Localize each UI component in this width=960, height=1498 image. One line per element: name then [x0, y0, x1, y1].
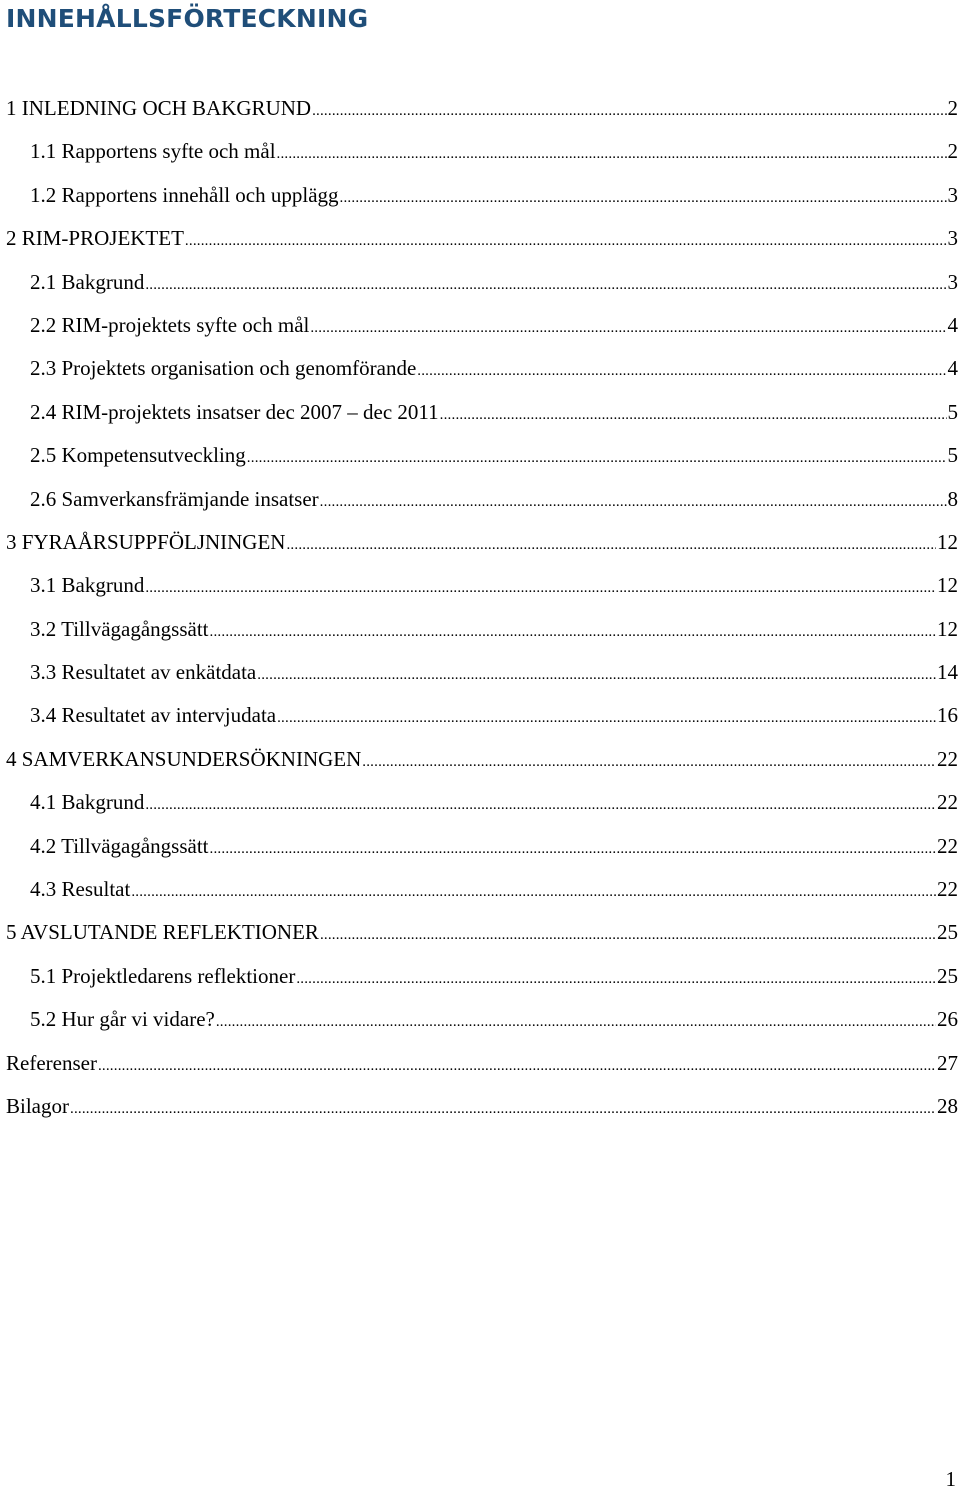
- dot-leader: [145, 567, 936, 610]
- toc-entry-page: 5: [947, 443, 958, 468]
- dot-leader: [312, 90, 946, 133]
- dot-leader: [145, 264, 946, 307]
- dot-leader: [440, 394, 947, 437]
- toc-entry-page: 3: [947, 182, 958, 207]
- dot-leader: [362, 741, 936, 784]
- dot-leader: [216, 1001, 936, 1044]
- toc-entry-label: 5.1 Projektledarens reflektioner: [30, 963, 296, 988]
- toc-entry-label: 2.5 Kompetensutveckling: [30, 443, 246, 468]
- toc-entry-label: 5.2 Hur går vi vidare?: [30, 1007, 215, 1032]
- toc-entry-label: 3.4 Resultatet av intervjudata: [30, 703, 277, 728]
- toc-entry-page: 22: [937, 833, 958, 858]
- toc-entry[interactable]: [0, 217, 960, 260]
- toc-entry-label: 4.1 Bakgrund: [30, 790, 145, 815]
- toc-entry-label: 5 AVSLUTANDE REFLEKTIONER: [6, 920, 319, 945]
- toc-entry-label: 4.2 Tillvägagångssätt: [30, 833, 209, 858]
- toc-entry-page: 12: [937, 573, 958, 598]
- toc-entry-label: 2.2 RIM-projektets syfte och mål: [30, 312, 310, 337]
- dot-leader: [340, 177, 947, 220]
- toc-entry-page: 16: [937, 703, 958, 728]
- toc-entry-label: 2.6 Samverkansfrämjande insatser: [30, 486, 319, 511]
- toc-title: INNEHÅLLSFÖRTECKNING: [6, 4, 369, 33]
- toc-entry[interactable]: [0, 738, 960, 781]
- toc-entry[interactable]: [0, 1042, 960, 1085]
- toc-entry[interactable]: [0, 347, 960, 390]
- toc-entry[interactable]: [0, 825, 960, 868]
- dot-leader: [210, 611, 936, 654]
- toc-entry-page: 25: [937, 920, 958, 945]
- toc-entry[interactable]: [0, 391, 960, 434]
- toc-entry-label: Bilagor: [6, 1093, 69, 1118]
- dot-leader: [296, 958, 936, 1001]
- toc-entry[interactable]: [0, 174, 960, 217]
- dot-leader: [257, 654, 936, 697]
- toc-entry[interactable]: [0, 261, 960, 304]
- toc-entry-page: 22: [937, 790, 958, 815]
- toc-entry-page: 27: [937, 1050, 958, 1075]
- dot-leader: [131, 871, 936, 914]
- toc-entry-label: 4.3 Resultat: [30, 877, 131, 902]
- toc-entry[interactable]: [0, 608, 960, 651]
- toc-entry[interactable]: [0, 434, 960, 477]
- toc-entry-page: 2: [947, 96, 958, 120]
- toc-entry-page: 14: [937, 660, 958, 685]
- toc-entry-page: 4: [947, 356, 958, 381]
- toc-entry[interactable]: [0, 998, 960, 1041]
- toc-entry[interactable]: [0, 868, 960, 911]
- dot-leader: [98, 1045, 936, 1088]
- toc-entry-label: 2.4 RIM-projektets insatser dec 2007 – dec 2011: [30, 399, 439, 424]
- dot-leader: [185, 220, 947, 263]
- toc-entry[interactable]: [0, 130, 960, 173]
- toc-entry[interactable]: [0, 564, 960, 607]
- toc-entry[interactable]: [0, 955, 960, 998]
- page-number: 1: [945, 1467, 956, 1491]
- dot-leader: [277, 133, 947, 176]
- toc-entry-page: 3: [947, 226, 958, 251]
- toc-entry[interactable]: [0, 478, 960, 521]
- toc-entry-label: 1 INLEDNING OCH BAKGRUND: [6, 96, 312, 120]
- dot-leader: [277, 697, 936, 740]
- toc-entry-page: 3: [947, 269, 958, 294]
- toc-entry[interactable]: [0, 781, 960, 824]
- dot-leader: [320, 914, 936, 957]
- toc-list: [0, 87, 960, 1128]
- toc-entry-label: 4 SAMVERKANSUNDERSÖKNINGEN: [6, 746, 362, 771]
- dot-leader: [210, 828, 936, 871]
- toc-entry-page: 22: [937, 877, 958, 902]
- toc-entry[interactable]: [0, 694, 960, 737]
- toc-entry[interactable]: [0, 521, 960, 564]
- dot-leader: [145, 784, 936, 827]
- toc-entry-label: 1.1 Rapportens syfte och mål: [30, 139, 276, 164]
- toc-entry[interactable]: [0, 304, 960, 347]
- toc-entry-label: Referenser: [6, 1050, 97, 1075]
- toc-entry[interactable]: [0, 1085, 960, 1128]
- toc-entry-label: 1.2 Rapportens innehåll och upplägg: [30, 182, 339, 207]
- toc-entry-label: 3.3 Resultatet av enkätdata: [30, 660, 257, 685]
- dot-leader: [286, 524, 936, 567]
- dot-leader: [320, 481, 947, 524]
- dot-leader: [247, 437, 947, 480]
- toc-entry-page: 26: [937, 1007, 958, 1032]
- dot-leader: [417, 350, 946, 393]
- toc-entry-page: 12: [937, 616, 958, 641]
- toc-entry[interactable]: [0, 87, 960, 130]
- toc-entry-page: 28: [937, 1093, 958, 1118]
- toc-entry-label: 2.3 Projektets organisation och genomförande: [30, 356, 417, 381]
- toc-entry-page: 8: [947, 486, 958, 511]
- toc-entry-page: 5: [947, 399, 958, 424]
- toc-entry-label: 2 RIM-PROJEKTET: [6, 226, 184, 251]
- toc-entry-label: 3.1 Bakgrund: [30, 573, 145, 598]
- toc-entry-page: 12: [937, 529, 958, 554]
- toc-entry-label: 2.1 Bakgrund: [30, 269, 145, 294]
- toc-entry[interactable]: [0, 651, 960, 694]
- toc-entry-page: 22: [937, 746, 958, 771]
- toc-entry[interactable]: [0, 911, 960, 954]
- toc-entry-page: 2: [947, 139, 958, 164]
- dot-leader: [310, 307, 946, 350]
- toc-entry-label: 3.2 Tillvägagångssätt: [30, 616, 209, 641]
- toc-entry-page: 4: [947, 312, 958, 337]
- toc-entry-label: 3 FYRAÅRSUPPFÖLJNINGEN: [6, 529, 286, 554]
- toc-entry-page: 25: [937, 963, 958, 988]
- dot-leader: [70, 1088, 936, 1131]
